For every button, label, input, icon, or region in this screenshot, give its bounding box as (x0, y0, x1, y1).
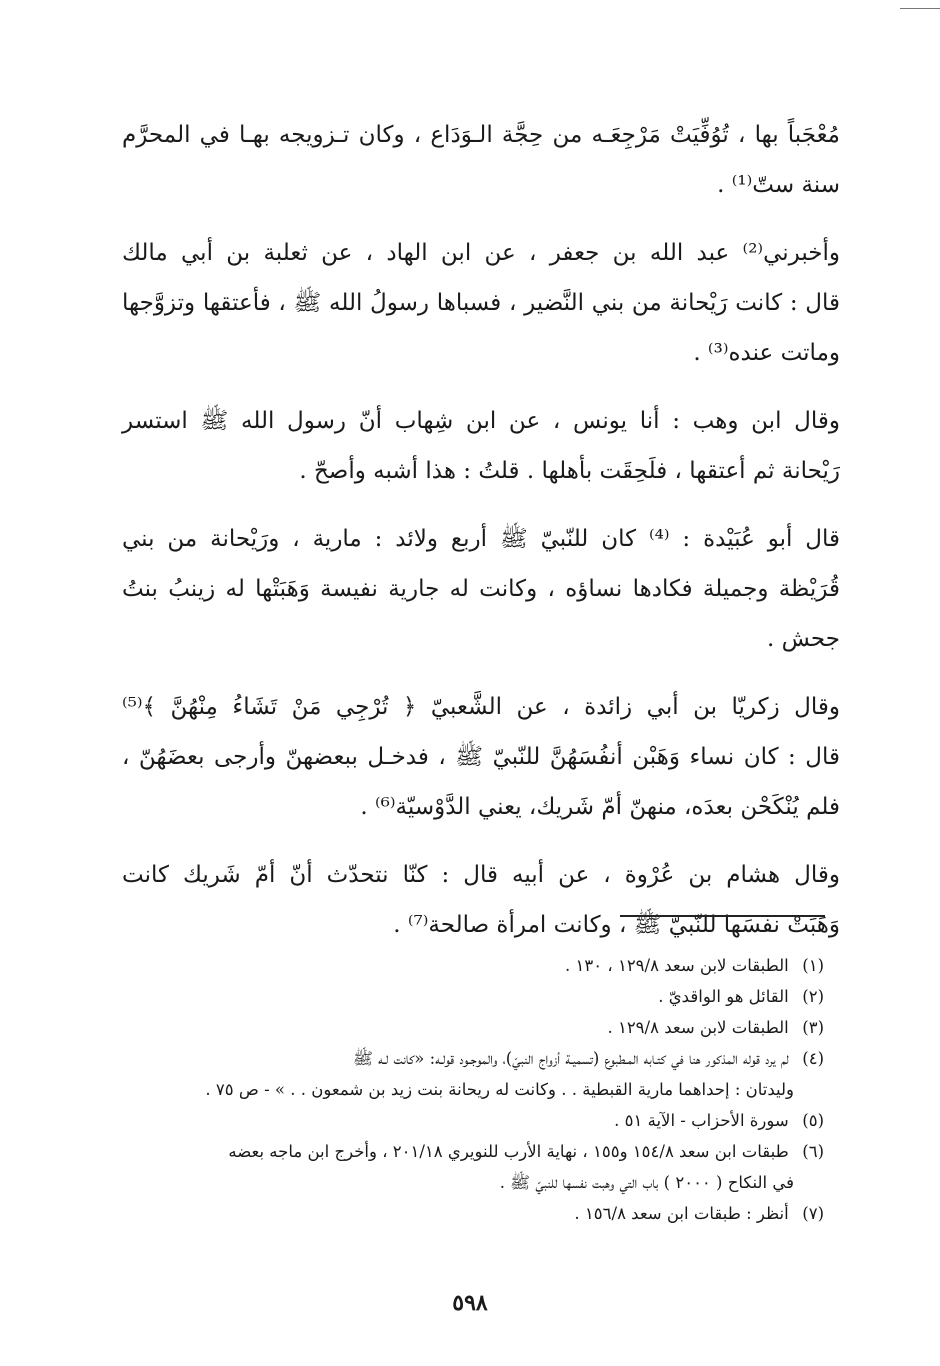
footnote-7 (120, 1198, 824, 1229)
footnote-number: (١) (802, 956, 824, 975)
text-line: وماتت عنده⁽³⁾ . (693, 340, 840, 366)
footnotes (120, 950, 824, 1229)
text-line: قال : كان نساء وَهَبْن أنفُسَهُنَّ للنّبيّ ﷺ ، فدخـل ببعضهنّ وأرجى بعضَهُنّ ، (122, 744, 840, 770)
footnote-number: (٧) (802, 1204, 824, 1223)
footnote-6 (120, 1136, 824, 1167)
main-text (122, 110, 840, 968)
footnote-number: (٢) (802, 987, 824, 1006)
text-line: وقال ابن وهب : أنا يونس ، عن ابن شِهاب أنّ رسول الله ﷺ استسر (122, 408, 840, 434)
footnote-number: (٤) (802, 1049, 824, 1068)
top-edge-rule (900, 8, 940, 9)
footnote-separator (620, 915, 825, 917)
text-line: وَهَبَتْ نفسَها للنّبيّ ﷺ ، وكانت امرأة صالحة⁽⁷⁾ . (393, 912, 840, 938)
text-line: وأخبرني⁽²⁾ عبد الله بن جعفر ، عن ابن الهاد ، عن ثعلبة بن أبي مالك (122, 240, 840, 266)
paragraph-6 (122, 850, 840, 950)
footnote-5 (120, 1105, 824, 1136)
text-line: مُعْجَباً بها ، تُوُفِّيَتْ مَرْجِعَـه من حِجَّة الـوَدَاع ، وكان تـزويجه بهـا في المحرَّم (122, 122, 840, 148)
footnote-number: (٦) (802, 1142, 824, 1161)
footnote-number: (٥) (802, 1111, 824, 1130)
footnote-text: أنظر : طبقات ابن سعد ١٥٦/٨ . (574, 1204, 789, 1223)
footnote-text: طبقات ابن سعد ١٥٤/٨ و١٥٥ ، نهاية الأرب للنويري ٢٠١/١٨ ، وأخرج ابن ماجه بعضه (228, 1142, 789, 1161)
footnote-3 (120, 1012, 824, 1043)
paragraph-2 (122, 228, 840, 378)
footnote-4-continued: وليدتان : إحداهما مارية القبطية . . وكانت له ريحانة بنت زيد بن شمعون . . » - ص ٧٥ . (205, 1080, 794, 1099)
text-line: قُرَيْظة وجميلة فكادها نساؤه ، وكانت له جارية نفيسة وَهَبَتْها له زينبُ بنتُ (122, 576, 840, 602)
footnote-1 (120, 950, 824, 981)
text-line: قال أبو عُبَيْدة : ⁽⁴⁾ كان للنّبيّ ﷺ أربع ولائد : مارية ، ورَيْحانة من بني (122, 526, 840, 552)
paragraph-4 (122, 514, 840, 664)
paragraph-5 (122, 682, 840, 832)
text-line: جحش . (766, 626, 840, 652)
paragraph-3 (122, 396, 840, 496)
text-line: قال : كانت رَيْحانة من بني النَّضير ، فسباها رسولُ الله ﷺ ، فأعتقها وتزوَّجها (122, 290, 840, 316)
text-line: وقال زكريّا بن أبي زائدة ، عن الشَّعبيّ ﴿ تُرْجِي مَنْ تَشَاءُ مِنْهُنَّ ﴾⁽⁵⁾ (122, 694, 840, 720)
footnote-text: لم يرد قوله المذكور هنا في كتـابه المـطبوع (تسميـة أزواج النبيّ)، والموجـود قولـه: «كانت لـه ﷺ (353, 1049, 789, 1068)
footnote-4 (120, 1043, 824, 1074)
text-line: فلم يُنْكَحْن بعدَه، منهنّ أمّ شَريك، يعني الدَّوْسيّة⁽⁶⁾ . (360, 794, 840, 820)
footnote-text: القائل هو الواقديّ . (658, 987, 789, 1006)
text-line: وقال هشام بن عُرْوة ، عن أبيه قال : كنّا نتحدّث أنّ أمّ شَريك كانت (122, 862, 840, 888)
paragraph-1 (122, 110, 840, 210)
footnote-6-continued: في النكاح ( ٢٠٠٠ ) باب التي وهبت نفسها للنبيّ ﷺ . (499, 1173, 794, 1192)
page-number: ٥٩٨ (452, 1290, 488, 1316)
footnote-text: سورة الأحزاب - الآية ٥١ . (614, 1111, 789, 1130)
footnote-2 (120, 981, 824, 1012)
footnote-number: (٣) (802, 1018, 824, 1037)
footnote-text: الطبقات لابن سعد ١٢٩/٨ ، ١٣٠ . (565, 956, 789, 975)
footnote-text: الطبقات لابن سعد ١٢٩/٨ . (607, 1018, 789, 1037)
text-line: سنة ستّ⁽¹⁾ . (717, 172, 840, 198)
text-line: رَيْحانة ثم أعتقها ، فلَحِقَت بأهلها . قلتُ : هذا أشبه وأصحّ . (299, 458, 840, 484)
